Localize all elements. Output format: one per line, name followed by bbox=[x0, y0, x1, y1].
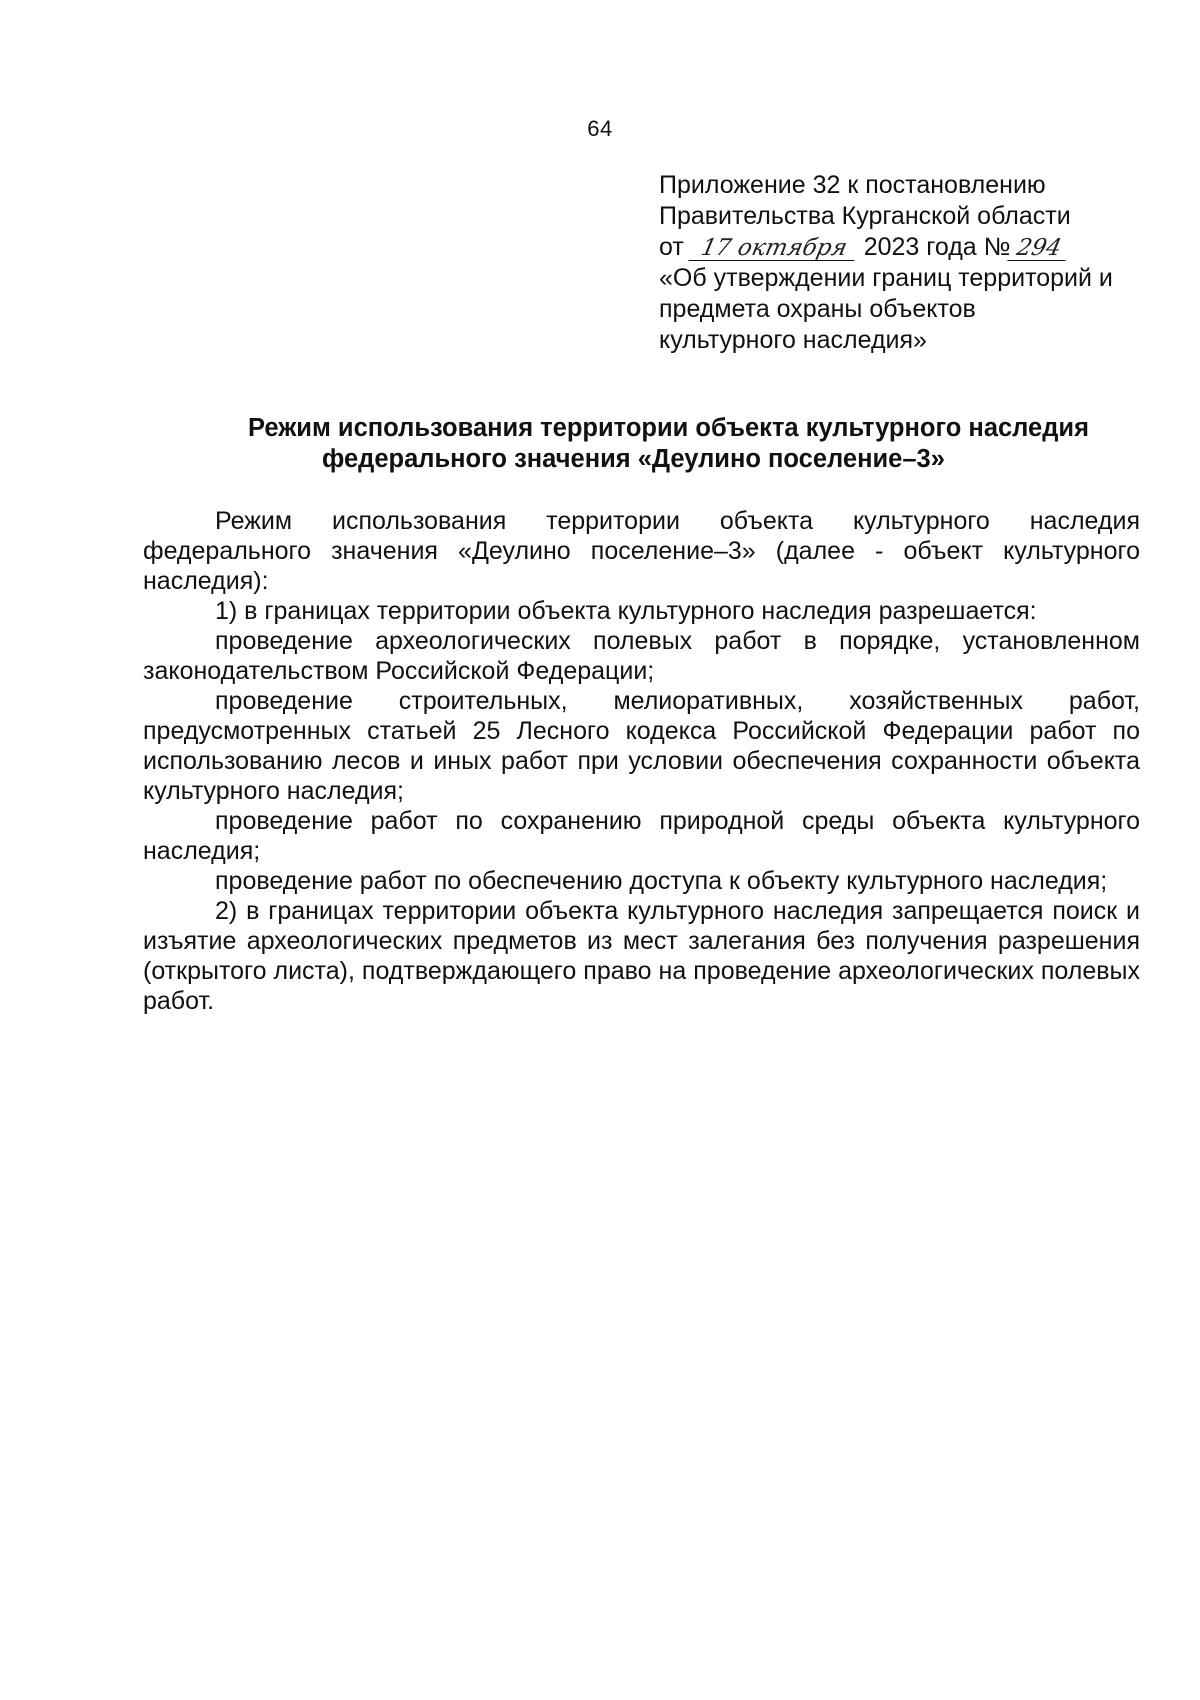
paragraph-intro: Режим использования территории объекта культурного наследия федерального значения «Деулино поселение–3» (далее - объект культурного наследия): bbox=[143, 507, 1140, 595]
paragraph-environment-works: проведение работ по сохранению природной среды объекта культурного наследия; bbox=[143, 807, 1140, 865]
number-prefix: № bbox=[983, 233, 1011, 261]
appendix-line-2: Правительства Курганской области bbox=[659, 202, 1071, 230]
paragraph-item-1: 1) в границах территории объекта культурного наследия разрешается: bbox=[215, 597, 1037, 625]
paragraph-access-works: проведение работ по обеспечению доступа к объекту культурного наследия; bbox=[215, 867, 1108, 895]
handwritten-date: 17 октября bbox=[688, 236, 859, 261]
paragraph-construction-works: проведение строительных, мелиоративных, хозяйственных работ, предусмотренных статьей 25 Лесного кодекса Российской Федерации работ по использованию лесов и иных работ при условии обеспечения сохранности объекта культурного наследия; bbox=[143, 687, 1140, 805]
date-prefix: от bbox=[659, 233, 684, 261]
appendix-line-1: Приложение 32 к постановлению bbox=[659, 171, 1046, 199]
handwritten-number: 294 bbox=[1008, 236, 1071, 261]
title-line-2: федерального значения «Деулино поселение–3» bbox=[322, 445, 945, 473]
date-year: 2023 года bbox=[863, 233, 977, 261]
appendix-date-line bbox=[659, 232, 1159, 263]
page-number: 64 bbox=[587, 116, 613, 141]
paragraph-archaeological-works: проведение археологических полевых работ в порядке, установленном законодательством Российской Федерации; bbox=[143, 627, 1140, 685]
appendix-line-6: культурного наследия» bbox=[659, 326, 927, 354]
appendix-line-4: «Об утверждении границ территорий и bbox=[659, 264, 1113, 292]
paragraph-item-2: 2) в границах территории объекта культурного наследия запрещается поиск и изъятие археологических предметов из мест залегания без получения разрешения (открытого листа), подтверждающего право на проведение археологических полевых работ. bbox=[143, 897, 1140, 1015]
appendix-line-5: предмета охраны объектов bbox=[659, 295, 976, 323]
document-title bbox=[140, 413, 1120, 475]
appendix-header bbox=[659, 170, 1159, 356]
title-line-1: Режим использования территории объекта культурного наследия bbox=[248, 414, 1089, 442]
document-body bbox=[143, 506, 1140, 1016]
